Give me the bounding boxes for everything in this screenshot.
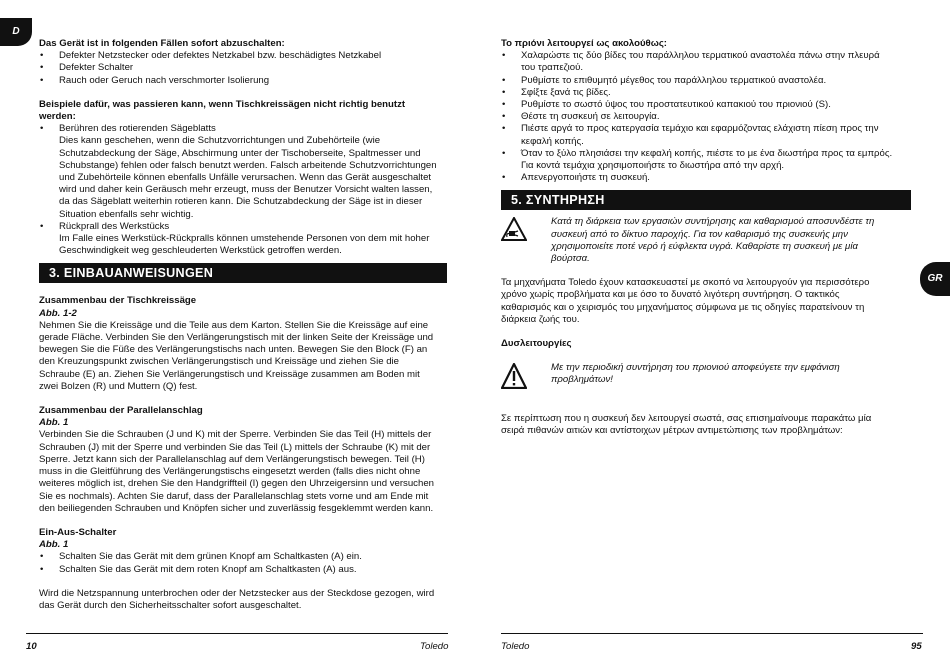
parallel-stop-heading: Zusammenbau der Parallelanschlag [39, 405, 203, 417]
table-saw-text: Nehmen Sie die Kreissäge und die Teile aus dem Karton. Stellen Sie die Kreissäge auf eine gerade Fläche. Verbinden Sie den Verlängerungstisch mit der linken Seite der Kreissäge und bewegen Sie die Füße des Verlängerungstischs nach unten. Bewegen Sie den Block (F) an den Kreuzungspunkt zwischen Verlängerungstisch und Kreissäge und ziehen Sie die Schraube (E) an. Ziehen Sie Verlängerungstisch und Kreissäge zusammen am Boden mit zwei Bolzen (R) und Muttern (Q) fest. [39, 319, 434, 392]
section-title-installation: 3. EINBAUANWEISUNGEN [39, 263, 447, 283]
maintenance-note [501, 216, 911, 265]
list-item: • Χαλαρώστε τις δύο βίδες του παράλληλου τερματικού αναστολέα πάνω στην πλευρά του τραπεζιού. [501, 50, 911, 74]
page-number: 95 [911, 641, 922, 652]
malfunctions-text: Σε περίπτωση που η συσκευή δεν λειτουργεί σωστά, σας επισημαίνουμε παρακάτω μία σειρά πιθανών αιτιών και αντίστοιχων μέτρων αντιμετώπισης των προβλημάτων: [501, 413, 872, 437]
switch-safety-text: Wird die Netzspannung unterbrochen oder der Netzstecker aus der Steckdose gezogen, wird das Gerät durch den Sicherheitsschalter sofort ausgeschaltet. [39, 587, 435, 611]
list-item: • Rückprall des Werkstücks Im Falle eines Werkstück-Rückpralls können umstehende Personen von dem mit hoher Geschwindigkeit weg geschleuderten Werkstück getroffen werden. [39, 221, 447, 258]
language-tab-gr: GR [920, 262, 950, 296]
misuse-list [39, 123, 447, 257]
page-number: 10 [26, 641, 37, 652]
list-item: • Όταν το ξύλο πλησιάσει την κεφαλή κοπής, πιέστε το με ένα διωστήρα προς τα εμπρός. Για κοντά τεμάχια χρησιμοποιήστε το διωστήρα από την αρχή. [501, 148, 911, 172]
switch-list [39, 551, 447, 575]
list-item: • Defekter Netzstecker oder defektes Netzkabel bzw. beschädigtes Netzkabel [39, 50, 447, 62]
figure-reference: Abb. 1-2 [39, 307, 77, 319]
shutdown-heading: Das Gerät ist in folgenden Fällen sofort abzuschalten: [39, 38, 285, 49]
table-saw-heading: Zusammenbau der Tischkreissäge [39, 295, 197, 307]
maintenance-text: Τα μηχανήματα Toledo έχουν κατασκευαστεί με σκοπό να λειτουργούν για περισσότερο χρόνο χωρίς προβλήματα και με όσο το δυνατό λιγότερη συντήρηση. Ο τακτικός καθαρισμός και ο χειρισμός του μηχανήματος σύμφωνα με τις οδηγίες παρατείνουν τη διάρκεια ζωής του. [501, 277, 870, 325]
footer-divider [26, 633, 448, 634]
list-item: • Ρυθμίστε το σωστό ύψος του προστατευτικού καπακιού του πριονιού (S). [501, 99, 911, 111]
list-item: • Σφίξτε ξανά τις βίδες. [501, 87, 911, 99]
figure-reference: Abb. 1 [39, 539, 69, 551]
operation-list [501, 50, 911, 184]
list-item: • Rauch oder Geruch nach verschmorter Isolierung [39, 75, 447, 87]
malfunctions-note [501, 362, 911, 389]
parallel-stop-text: Verbinden Sie die Schrauben (J und K) mit der Sperre. Verbinden Sie das Teil (H) mittels der Schrauben (J) mit der Sperre und verbinden Sie das Teil (L) mittels der Schraube (K) mit der Sperre. Jetzt kann sich der Parallelanschlag auf dem Verlängerungstisch bewegen. Teil (H) muss in die Gleitführung des Verlängerungstischs eingesetzt werden (falls dies nicht ohne weiteres möglich ist, drehen Sie den Handgriffteil (I) gegen den Uhrzeigersinn und versuchen Sie es nochmals). Achten Sie daruf, dass der Parallelanschlag stets vorne und am Ende mit den beiliegenden Schrauben und Knöpfen sicher und zuverlässig fesgeklemmt werden kann. [39, 429, 434, 514]
unplug-icon [501, 216, 551, 241]
list-item: • Schalten Sie das Gerät mit dem roten Knopf am Schaltkasten (A) aus. [39, 564, 447, 576]
malfunctions-note-text: Με την περιοδική συντήρηση του πριονιού αποφεύγετε την εμφάνιση προβλημάτων! [551, 362, 840, 386]
right-page-content [501, 38, 911, 438]
figure-reference: Abb. 1 [39, 417, 69, 429]
operation-heading: Το πριόνι λειτουργεί ως ακολούθως: [501, 38, 667, 49]
footer-brand: Toledo [420, 641, 449, 652]
list-item: • Θέστε τη συσκευή σε λειτουργία. [501, 111, 911, 123]
footer-divider [501, 633, 923, 634]
left-page-content [39, 38, 447, 612]
list-item: • Απενεργοποιήστε τη συσκευή. [501, 172, 911, 184]
maintenance-note-text: Κατά τη διάρκεια των εργασιών συντήρησης και καθαρισμού αποσυνδέστε τη συσκευή από το δίκτυο παροχής. Για τον καθαρισμό της συσκευής μην χρησιμοποιείτε ποτέ νερό ή εύφλεκτα υγρά. Καθαρίστε τη συσκευή με μία βούρτσα. [551, 216, 875, 265]
switch-heading: Ein-Aus-Schalter [39, 526, 117, 538]
list-item: • Defekter Schalter [39, 62, 447, 74]
language-tab-d: D [0, 18, 32, 46]
section-title-maintenance: 5. ΣΥΝΤΗΡΗΣΗ [501, 190, 911, 210]
shutdown-list [39, 50, 447, 87]
malfunctions-heading: Δυσλειτουργίες [501, 338, 572, 350]
right-page [475, 0, 950, 672]
list-item: • Berühren des rotierenden Sägeblatts Dies kann geschehen, wenn die Schutzvorrichtungen und Zubehörteile (wie Schutzabdeckung der Säge, Abschirmung unter der Tischoberseite, Spaltmesser und Schubstange) fehlen oder falsch benutzt werden. Falsch arbeitende Schutzvorrichtungen und Zubehörteile können ebenfalls Unfälle verursachen. Wenn das Gerät ausgeschaltet wird und daher kein Geräusch mehr erzeugt, muss der Benutzer Vorsicht walten lassen, da das Sägeblatt weiterhin rotieren kann. Die Schutzabdeckung der Säge ist in dieser Situation ebenfalls sehr wichtig. [39, 123, 447, 221]
list-item: • Schalten Sie das Gerät mit dem grünen Knopf am Schaltkasten (A) ein. [39, 551, 447, 563]
footer-brand: Toledo [501, 641, 530, 652]
list-item: • Ρυθμίστε το επιθυμητό μέγεθος του παράλληλου τερματικού αναστολέα. [501, 75, 911, 87]
misuse-heading: Beispiele dafür, was passieren kann, wenn Tischkreissägen nicht richtig benutzt werden: [39, 98, 406, 123]
warning-triangle-icon [501, 362, 551, 389]
list-item: • Πιέστε αργά το προς κατεργασία τεμάχιο και εφαρμόζοντας ελάχιστη πίεση προς την κεφαλή κοπής. [501, 123, 911, 147]
